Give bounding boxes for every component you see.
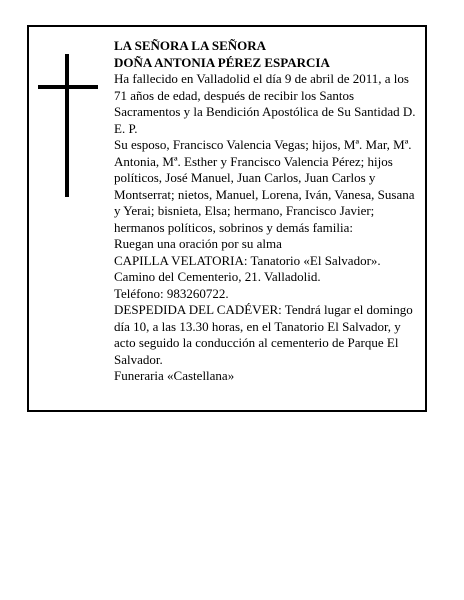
deceased-name: DOÑA ANTONIA PÉREZ ESPARCIA (114, 54, 330, 70)
chapel-line: CAPILLA VELATORIA: Tanatorio «El Salvador». (114, 252, 381, 268)
cross-icon (65, 54, 69, 197)
phone-number: Teléfono: 983260722. (114, 285, 229, 301)
family-list: Su esposo, Francisco Valencia Vegas; hijos, Mª. Mar, Mª. Antonia, Mª. Esther y Francisco Valencia Pérez; hijos políticos, José Manuel, Juan Carlos, Juan Carlos y Montserrat; nietos, Manuel, Lorena, Iván, Vanesa, Susana y Yerai; bisnieta, Elsa; hermano, Francisco Javier; hermanos políticos, sobrinos y demás familia: (114, 137, 415, 235)
funeral-home: Funeraria «Castellana» (114, 368, 235, 383)
obituary-text (114, 38, 420, 385)
chapel-address: Camino del Cementerio, 21. Valladolid. (114, 269, 321, 284)
title-line-1: LA SEÑORA LA SEÑORA (114, 38, 267, 53)
prayer-request: Ruegan una oración por su alma (114, 236, 282, 251)
death-statement: Ha fallecido en Valladolid el día 9 de abril de 2011, a los 71 años de edad, después de recibir los Santos Sacramentos y la Bendición Apostólica de Su Santidad D. E. P. (114, 71, 416, 136)
farewell-details: DESPEDIDA DEL CADÉVER: Tendrá lugar el domingo día 10, a las 13.30 horas, en el Tanatorio El Salvador, y acto seguido la conducción al cementerio de Parque El Salvador. (114, 302, 413, 367)
cross-icon-bar (38, 85, 98, 89)
